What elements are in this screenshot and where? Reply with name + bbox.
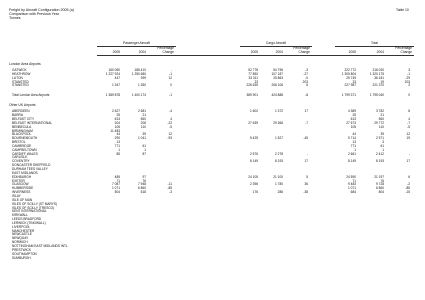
cell-value: -7: [407, 120, 410, 125]
table-row-label: BARRA: [12, 113, 23, 118]
title-line: Tonnes: [9, 16, 21, 20]
cell-value: 17: [304, 159, 308, 164]
table-row-label: NEWCASTLE: [12, 232, 32, 237]
cell-value: 216 020: [372, 68, 384, 72]
table-row-label: EXETER: [12, 178, 25, 183]
cell-value: 1: [118, 147, 120, 152]
table-row-label: ISLAY: [12, 193, 21, 198]
cell-value: 1 780: [275, 182, 283, 187]
cell-value: 7 087: [112, 182, 120, 187]
cell-value: 8 149: [250, 159, 258, 164]
cell-value: 1 320 175: [369, 71, 384, 76]
section-heading: Other UK Airports: [9, 103, 36, 108]
cell-value: 7 948: [138, 182, 146, 187]
column-header: 2005: [348, 50, 356, 54]
cell-value: 3: [382, 140, 384, 145]
cell-value: -7: [305, 120, 308, 125]
cell-value: -8: [305, 93, 308, 98]
cell-value: 17: [406, 159, 410, 164]
table-row-label: NEWQUAY: [12, 236, 29, 241]
table-row-label: DONCASTER SHEFFIELD: [12, 163, 51, 168]
cell-value: 804: [378, 190, 384, 195]
cell-value: 54 796: [273, 68, 283, 72]
table-row-label: CARDIFF WALES: [12, 151, 38, 156]
table-row-label: BELFAST INTERNATIONAL: [12, 120, 53, 125]
cell-value: -: [306, 151, 308, 156]
table-row-label: CAMBRIDGE: [12, 143, 32, 148]
cell-value: 9 728: [376, 182, 384, 187]
cell-value: 0: [170, 83, 172, 88]
cell-value: 13: [352, 140, 356, 145]
cell-value: 3 782: [376, 109, 384, 114]
cell-value: -: [170, 68, 172, 72]
cell-value: 1: [144, 147, 146, 152]
table-row-label: HEATHROW: [12, 71, 31, 76]
table-row-label: INVERNESS: [12, 190, 31, 195]
total-row-label: Total London Area Airports: [12, 93, 50, 98]
cell-value: 21 100: [273, 174, 283, 179]
cell-value: -2: [407, 182, 410, 187]
cell-value: 485: [114, 174, 120, 179]
cell-value: 36 181: [374, 75, 384, 80]
cell-value: -15: [405, 190, 410, 195]
cell-value: 76: [142, 178, 146, 183]
cell-value: 1 602: [250, 109, 258, 114]
cell-value: 39: [142, 132, 146, 137]
cell-value: 6 860: [138, 186, 146, 191]
group-header: Cargo Aircraft: [265, 41, 287, 45]
cell-value: 1 389 878: [105, 93, 120, 98]
group-header: Total: [371, 41, 378, 45]
cell-value: 2 278: [275, 151, 283, 156]
cell-value: 206: [140, 120, 146, 125]
cell-value: 1 795 040: [369, 93, 384, 98]
cell-value: -3: [169, 190, 172, 195]
cell-value: 5 714: [348, 136, 356, 141]
cell-value: 160 060: [108, 68, 120, 72]
cell-value: -0: [305, 75, 308, 80]
table-row-label: BRISTOL: [12, 140, 26, 145]
cell-value: 61: [142, 143, 146, 148]
cell-value: 560: [140, 116, 146, 121]
cell-value: 204: [114, 120, 120, 125]
table-row-label: CARLISLE: [12, 155, 28, 160]
table-row-label: MANCHESTER: [12, 228, 35, 233]
cell-value: 39: [380, 132, 384, 137]
table-row-label: KIRKWALL: [12, 213, 29, 218]
cell-value: 221 370: [372, 83, 384, 88]
cell-value: 25 749: [346, 75, 356, 80]
cell-value: 23: [352, 79, 356, 84]
cell-value: 447: [114, 75, 120, 80]
cell-value: 23: [254, 79, 258, 84]
table-row-label: ISLE OF MAN: [12, 197, 33, 202]
cell-value: 6: [306, 83, 308, 88]
column-header: 2004: [275, 50, 283, 54]
table-row-label: CAMPBELTOWN: [12, 147, 37, 152]
column-header: 2005: [112, 50, 120, 54]
cell-value: 76: [380, 178, 384, 183]
column-header: Change: [162, 50, 174, 54]
cell-value: 206 106: [271, 83, 283, 88]
cell-value: 21 197: [374, 174, 384, 179]
cell-value: 71: [352, 178, 356, 183]
cell-value: 2 412: [376, 151, 384, 156]
cell-value: 2 571: [376, 136, 384, 141]
cell-value: 185 410: [134, 68, 146, 72]
cell-value: 1 071: [348, 186, 356, 191]
group-header: Passenger Aircraft: [123, 41, 150, 45]
cell-value: 25: [116, 113, 120, 118]
cell-value: 29 772: [374, 120, 384, 125]
cell-value: 17: [304, 109, 308, 114]
cell-value: -1: [169, 93, 172, 98]
cell-value: -29: [405, 75, 410, 80]
cell-value: -45: [303, 136, 308, 141]
table-row-label: HUMBERSIDE: [12, 186, 34, 191]
table-row-label: EAST MIDLANDS: [12, 170, 38, 175]
cell-value: -5: [407, 124, 410, 129]
cell-value: 226 639: [246, 83, 258, 88]
cell-value: 6: [408, 174, 410, 179]
cell-value: 227 987: [344, 83, 356, 88]
cell-value: 61: [380, 143, 384, 148]
cell-value: 21: [380, 113, 384, 118]
cell-value: 77 850: [248, 71, 258, 76]
column-header: Change: [400, 50, 412, 54]
cell-value: 1 250 680: [131, 71, 146, 76]
cell-value: 87: [142, 151, 146, 156]
cell-value: 1: [354, 147, 356, 152]
table-row-label: STANSTED: [12, 83, 29, 88]
cell-value: -5: [169, 124, 172, 129]
cell-value: 19: [406, 136, 410, 141]
table-row-label: BLACKPOOL: [12, 132, 32, 137]
cell-value: 52 778: [248, 68, 258, 72]
cell-value: 85: [116, 151, 120, 156]
cell-value: 21: [142, 113, 146, 118]
table-row-label: SUMBURGH: [12, 255, 31, 260]
table-row-label: GLASGOW: [12, 182, 29, 187]
cell-value: 27 639: [248, 120, 258, 125]
table-row-label: LIVERPOOL: [12, 224, 31, 229]
cell-value: -22: [167, 120, 172, 125]
cell-value: 286: [277, 190, 283, 195]
title-line: Freight by Aircraft Configuration 2005 (a): [9, 8, 74, 12]
table-row-label: KENT INTERNATIONAL: [12, 209, 47, 214]
table-row-label: BELFAST CITY: [12, 116, 35, 121]
cell-value: 27 673: [346, 120, 356, 125]
table-row-label: ISLES OF SCILLY (ST MARYS): [12, 201, 58, 206]
table-row-label: LUTON: [12, 75, 23, 80]
cell-value: 1 400 174: [131, 93, 146, 98]
table-label: Table 10: [396, 8, 409, 12]
cell-value: -27: [303, 71, 308, 76]
column-header: Percentage: [293, 46, 310, 50]
cell-value: 29 366: [273, 120, 283, 125]
cell-value: 560: [378, 116, 384, 121]
cell-value: 222 772: [344, 68, 356, 72]
cell-value: 12: [406, 132, 410, 137]
cell-value: 44: [352, 132, 356, 137]
table-row-label: LERWICK (TINGWALL): [12, 220, 46, 225]
table-row-label: BOURNEMOUTH: [12, 136, 38, 141]
cell-value: 9 483: [348, 182, 356, 187]
section-heading: London Area Airports: [9, 62, 41, 66]
cell-value: 2 576: [250, 151, 258, 156]
cell-value: 399: [140, 75, 146, 80]
cell-value: 8: [408, 109, 410, 114]
table-row-label: BIRMINGHAM: [12, 128, 33, 133]
column-header: 2005: [250, 50, 258, 54]
column-header: 2004: [138, 50, 146, 54]
cell-value: 5: [306, 174, 308, 179]
cell-value: 110: [140, 124, 146, 129]
cell-value: 33 311: [248, 75, 258, 80]
cell-value: 1 041: [138, 136, 146, 141]
cell-value: -38: [303, 190, 308, 195]
cell-value: 2 681: [138, 109, 146, 114]
cell-value: 36: [304, 182, 308, 187]
cell-value: 8 193: [275, 159, 283, 164]
cell-value: 2 396: [250, 182, 258, 187]
cell-value: 24 105: [248, 174, 258, 179]
cell-value: 4 389: [348, 109, 356, 114]
cell-value: 13: [116, 140, 120, 145]
cell-value: 1 350: [138, 83, 146, 88]
cell-value: 1 347: [112, 83, 120, 88]
cell-value: 8 193: [376, 159, 384, 164]
cell-value: -85: [405, 186, 410, 191]
cell-value: 19: [380, 79, 384, 84]
cell-value: -1: [169, 71, 172, 76]
table-row-label: ABERDEEN: [12, 109, 30, 114]
cell-value: 4: [170, 116, 172, 121]
column-header: Change: [298, 50, 310, 54]
cell-value: 0: [408, 93, 410, 98]
cell-value: 105: [350, 124, 356, 129]
cell-value: 12: [168, 75, 172, 80]
cell-value: 25 863: [273, 75, 283, 80]
cell-value: -4: [169, 109, 172, 114]
cell-value: 1 372: [275, 109, 283, 114]
cell-value: 1 527: [275, 136, 283, 141]
cell-value: -93: [167, 136, 172, 141]
table-row-label: COVENTRY: [12, 159, 30, 164]
cell-value: -1: [407, 71, 410, 76]
cell-value: 771: [350, 143, 356, 148]
cell-value: 504: [114, 190, 120, 195]
cell-value: 1 227 924: [105, 71, 120, 76]
cell-value: 8 149: [348, 159, 356, 164]
cell-value: 203: [302, 79, 308, 84]
cell-value: 613: [350, 116, 356, 121]
table-row-label: SOUTHAMPTON: [12, 251, 37, 256]
cell-value: 6 860: [376, 186, 384, 191]
cell-value: 424 888: [271, 93, 283, 98]
table-row-label: LEEDS BRADFORD: [12, 217, 42, 222]
cell-value: 24 590: [346, 174, 356, 179]
cell-value: 518: [140, 190, 146, 195]
cell-value: 71: [116, 178, 120, 183]
table-row-label: EDINBURGH: [12, 174, 32, 179]
cell-value: 12: [168, 132, 172, 137]
cell-value: 389 901: [246, 93, 258, 98]
column-header: Percentage: [157, 46, 174, 50]
table-row-label: BENBECULA: [12, 124, 32, 129]
cell-value: -3: [305, 68, 308, 72]
cell-value: 2 627: [112, 109, 120, 114]
cell-value: 1: [382, 147, 384, 152]
title-line: Comparison with Previous Year: [9, 12, 59, 16]
table-row-label: NORWICH: [12, 240, 28, 245]
cell-value: 613: [114, 116, 120, 121]
cell-value: 11 483: [110, 128, 120, 133]
cell-value: -11: [167, 182, 172, 187]
table-row-label: ISLES OF SCILLY (TRESCO): [12, 205, 55, 210]
table-row-label: NOTTINGHAM EAST MIDLANDS INTL: [12, 244, 68, 248]
cell-value: 3: [408, 68, 410, 72]
cell-value: 105: [114, 124, 120, 129]
cell-value: 3: [408, 83, 410, 88]
header-rule: [97, 55, 414, 56]
cell-value: 1 305 804: [341, 71, 356, 76]
cell-value: 771: [114, 143, 120, 148]
cell-value: 25: [352, 113, 356, 118]
table-row-label: DURHAM TEES VALLEY: [12, 167, 48, 171]
table-row-label: GATWICK: [12, 68, 27, 72]
cell-value: 110: [378, 124, 384, 129]
cell-value: 44: [116, 132, 120, 137]
cell-value: 97: [142, 174, 146, 179]
cell-value: 4: [408, 116, 410, 121]
column-header: 2004: [376, 50, 384, 54]
cell-value: 107 187: [271, 71, 283, 76]
cell-value: 684: [350, 190, 356, 195]
column-header: Percentage: [395, 46, 412, 50]
cell-value: 1 071: [112, 186, 120, 191]
table-row-label: PRESTWICK: [12, 247, 31, 252]
cell-value: 290: [114, 136, 120, 141]
cell-value: 203: [404, 79, 410, 84]
table-row-label: STANSTED: [12, 79, 29, 84]
cell-value: 176: [252, 190, 258, 195]
cell-value: -: [408, 151, 410, 156]
cell-value: 5 425: [250, 136, 258, 141]
cell-value: 1 799 371: [341, 93, 356, 98]
cell-value: 2 661: [348, 151, 356, 156]
cell-value: -85: [167, 186, 172, 191]
